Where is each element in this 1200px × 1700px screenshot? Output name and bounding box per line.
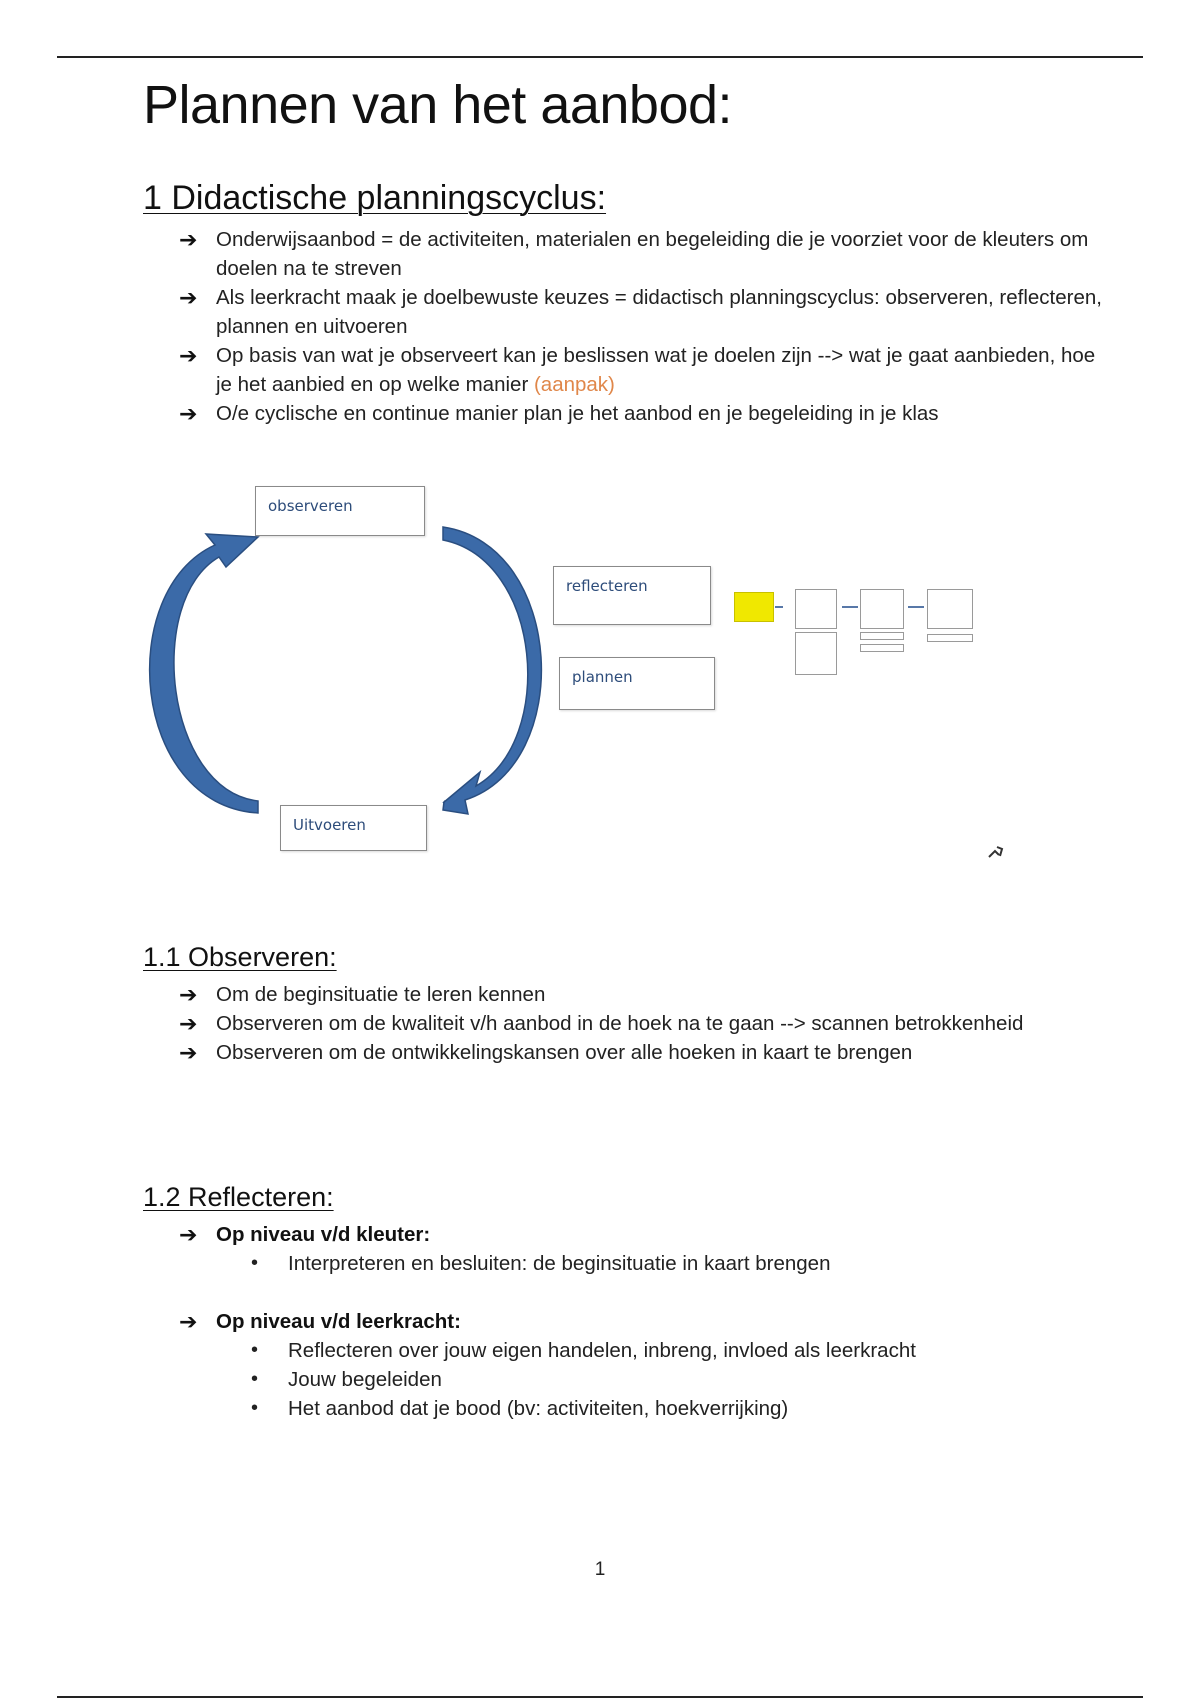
section-1-2-list-2 [143, 1307, 1103, 1336]
mini-flow-box [927, 589, 973, 629]
kleuter-sub-list [143, 1249, 1103, 1278]
list-item: ➔ Observeren om de kwaliteit v/h aanbod in de hoek na te gaan --> scannen betrokkenheid [179, 1011, 1024, 1036]
section-1-heading: 1 Didactische planningscyclus: [143, 179, 607, 217]
arrow-right-icon: ➔ [179, 343, 198, 368]
arrow-right-icon: ➔ [179, 1040, 198, 1065]
arrow-right-icon: ➔ [179, 1309, 198, 1334]
arrow-right-icon: ➔ [179, 1011, 198, 1036]
list-item: ➔ Op niveau v/d kleuter: [179, 1222, 431, 1247]
section-1-1 [143, 940, 1103, 1067]
bottom-rule [57, 1696, 1143, 1698]
section-1-1-list [143, 980, 1103, 1067]
list-item: • Reflecteren over jouw eigen handelen, inbreng, invloed als leerkracht [143, 1336, 1103, 1365]
step-reflecteren: reflecteren [553, 566, 711, 625]
page-content [143, 74, 1103, 428]
list-item: ➔ Observeren om de ontwikkelingskansen over alle hoeken in kaart te brengen [179, 1040, 913, 1065]
list-item: • Jouw begeleiden [143, 1365, 1103, 1394]
cycle-arrow-right [443, 527, 541, 814]
mini-flow-box [860, 644, 904, 652]
mini-flow-connector [775, 606, 783, 608]
list-item: ➔ Als leerkracht maak je doelbewuste keuzes = didactisch planningscyclus: observeren, reflecteren, plannen en uitvoeren [179, 285, 1102, 338]
step-plannen: plannen [559, 657, 715, 710]
step-observeren: observeren [255, 486, 425, 536]
section-1-1-heading: 1.1 Observeren: [143, 942, 337, 972]
page-title: Plannen van het aanbod: [143, 75, 733, 135]
bullet-dot-icon: • [251, 1339, 259, 1361]
bullet-dot-icon: • [251, 1252, 259, 1274]
mini-flow-highlight [734, 592, 774, 622]
top-rule [57, 56, 1143, 58]
list-item: ➔ Op basis van wat je observeert kan je beslissen wat je doelen zijn --> wat je gaat aanbieden, hoe je het aanbied en op welke manier (aanpak) [179, 343, 1096, 396]
mini-flow-connector [842, 606, 858, 608]
bullet-dot-icon: • [251, 1397, 259, 1419]
page-number: 1 [594, 1559, 606, 1580]
arrow-right-icon: ➔ [179, 401, 198, 426]
list-item: ➔ Onderwijsaanbod = de activiteiten, materialen en begeleiding die je voorziet voor de kleuters om doelen na te streven [179, 227, 1089, 280]
mini-flow-box [860, 632, 904, 640]
arrow-right-icon: ➔ [179, 982, 198, 1007]
mini-flow-connector [908, 606, 924, 608]
mini-flow-box [860, 589, 904, 629]
list-item: ➔ Om de beginsituatie te leren kennen [179, 982, 546, 1007]
section-1-2-heading: 1.2 Reflecteren: [143, 1182, 334, 1212]
list-item: • Het aanbod dat je bood (bv: activiteiten, hoekverrijking) [143, 1394, 1103, 1423]
bullet-dot-icon: • [251, 1368, 259, 1390]
cycle-arrow-left [150, 534, 258, 813]
mini-flow-box [927, 634, 973, 642]
small-mark-icon [989, 847, 1002, 857]
section-1-2-list [143, 1220, 1103, 1249]
list-item: ➔ Op niveau v/d leerkracht: [179, 1309, 461, 1334]
section-1-2 [143, 1180, 1103, 1423]
leerkracht-sub-list [143, 1336, 1103, 1423]
section-1-list [143, 225, 1103, 428]
list-item: ➔ O/e cyclische en continue manier plan je het aanbod en je begeleiding in je klas [179, 401, 939, 426]
arrow-right-icon: ➔ [179, 227, 198, 252]
mini-flow-box [795, 632, 837, 675]
highlight-aanpak: (aanpak) [533, 373, 615, 396]
arrow-right-icon: ➔ [179, 285, 198, 310]
step-uitvoeren: Uitvoeren [280, 805, 427, 851]
mini-flow-box [795, 589, 837, 629]
list-item: • Interpreteren en besluiten: de beginsituatie in kaart brengen [143, 1249, 1103, 1278]
arrow-right-icon: ➔ [179, 1222, 198, 1247]
